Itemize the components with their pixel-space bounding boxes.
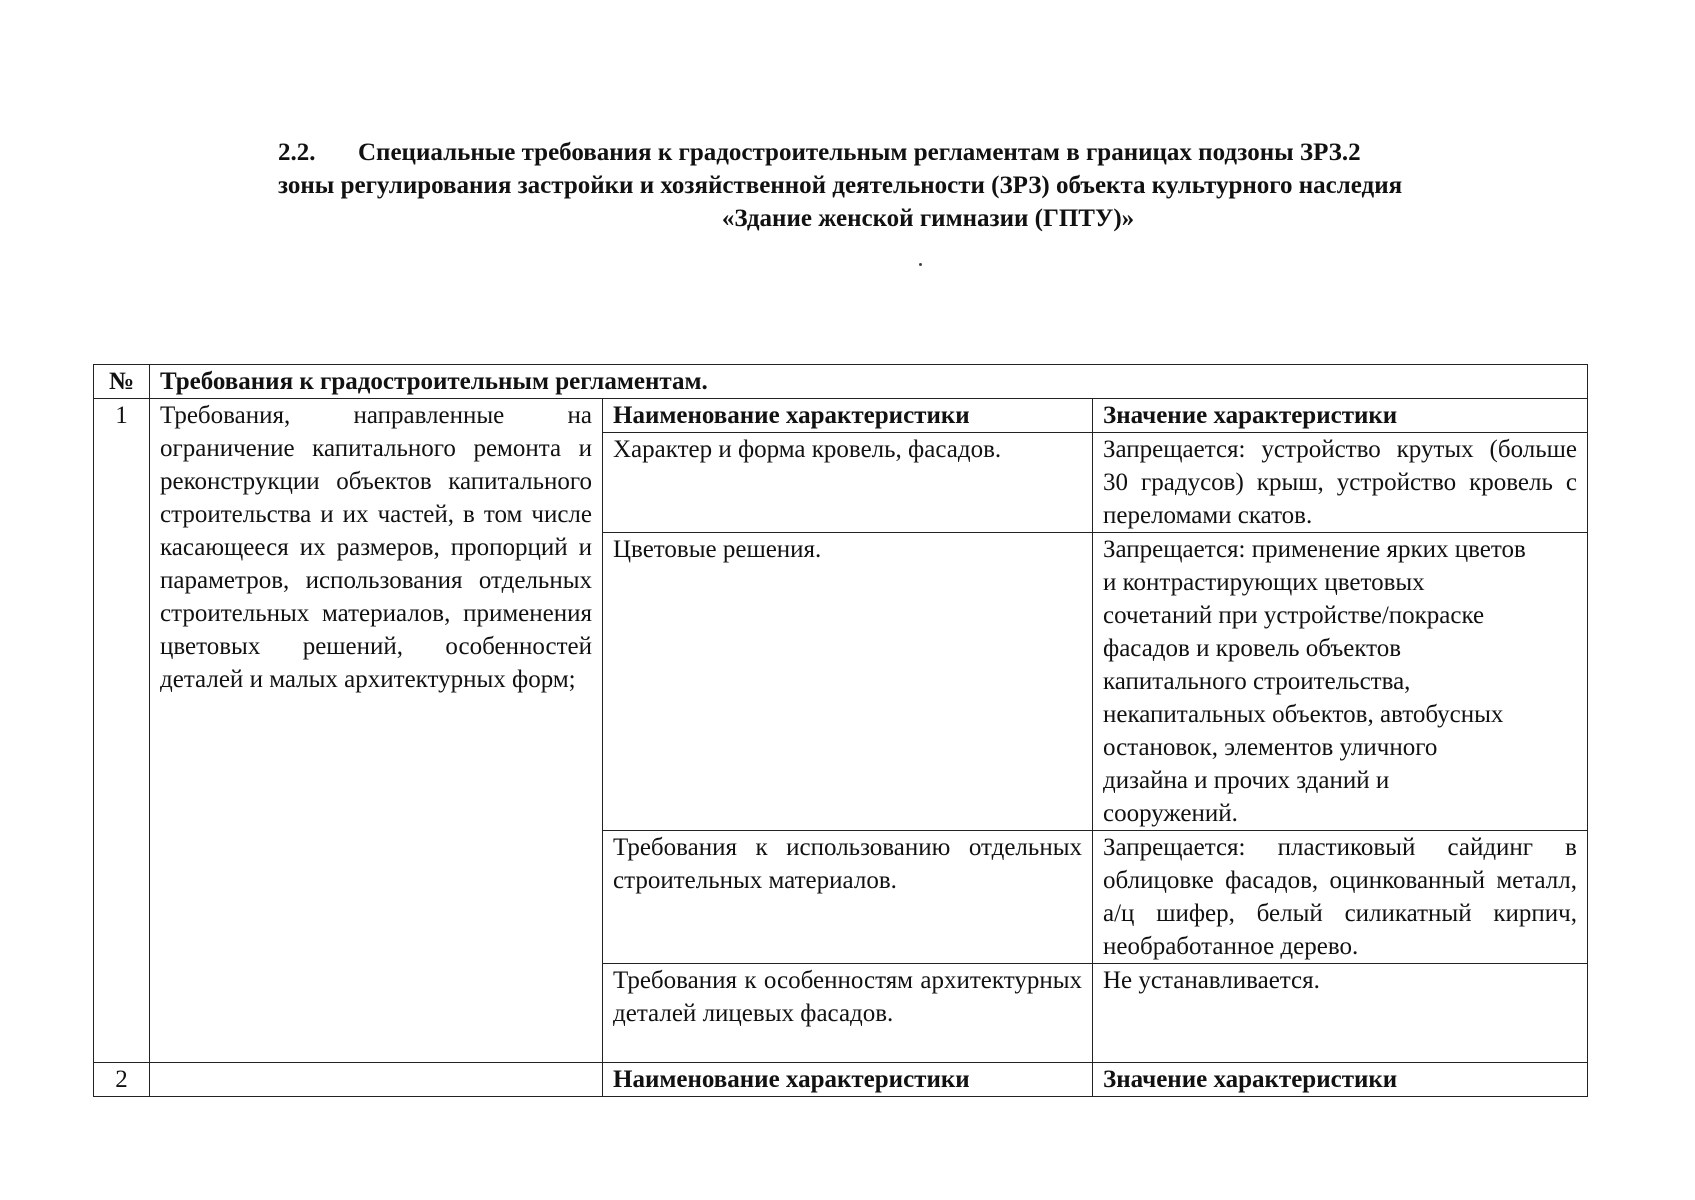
characteristic-name: Требования к использованию отдельных строительных материалов. xyxy=(603,831,1093,964)
characteristic-value: Запрещается: устройство крутых (больше 30 градусов) крыш, устройство кровель с переломами скатов. xyxy=(1093,433,1588,533)
characteristic-value-header: Значение характеристики xyxy=(1093,1063,1588,1097)
characteristic-value: Запрещается: пластиковый сайдинг в облицовке фасадов, оцинкованный металл, а/ц шифер, белый силикатный кирпич, необработанное дерево. xyxy=(1093,831,1588,964)
table-row xyxy=(94,399,1588,433)
section-heading xyxy=(278,136,1578,235)
characteristic-name: Цветовые решения. xyxy=(603,533,1093,831)
characteristic-name-header: Наименование характеристики xyxy=(603,399,1093,433)
characteristic-name: Характер и форма кровель, фасадов. xyxy=(603,433,1093,533)
characteristic-value xyxy=(1093,533,1588,831)
requirements-table xyxy=(93,364,1588,1097)
table-title: Требования к градостроительным регламентам. xyxy=(150,365,1588,399)
characteristic-value-header: Значение характеристики xyxy=(1093,399,1588,433)
heading-text-1: Специальные требования к градостроительным регламентам в границах подзоны ЗРЗ.2 xyxy=(358,139,1361,166)
section-number: 2.2. xyxy=(278,139,316,166)
value-line: некапитальных объектов, автобусных xyxy=(1103,701,1504,728)
requirement-text xyxy=(150,1063,603,1097)
value-line: Запрещается: применение ярких цветов xyxy=(1103,536,1526,563)
heading-line-2: зоны регулирования застройки и хозяйственной деятельности (ЗРЗ) объекта культурного наследия xyxy=(278,172,1403,199)
table-header-row xyxy=(94,365,1588,399)
characteristic-name-header: Наименование характеристики xyxy=(603,1063,1093,1097)
value-line: и контрастирующих цветовых xyxy=(1103,569,1425,596)
value-line: остановок, элементов уличного xyxy=(1103,734,1438,761)
value-line: дизайна и прочих зданий и xyxy=(1103,767,1390,794)
characteristic-value: Не устанавливается. xyxy=(1093,964,1588,1063)
row-number: 2 xyxy=(94,1063,150,1097)
requirement-text: Требования, направленные на ограничение капитального ремонта и реконструкции объектов капитального строительства и их частей, в том числе касающееся их размеров, пропорций и параметров, использования отдельных строительных материалов, применения цветовых решений, особенностей деталей и малых архитектурных форм; xyxy=(150,399,603,1063)
value-line: капитального строительства, xyxy=(1103,668,1411,695)
heading-line-1 xyxy=(278,136,1578,169)
row-number: 1 xyxy=(94,399,150,1063)
value-line: сооружений. xyxy=(1103,800,1238,827)
value-line: сочетаний при устройстве/покраске xyxy=(1103,602,1485,629)
stray-dot xyxy=(919,263,922,266)
value-line: фасадов и кровель объектов xyxy=(1103,635,1402,662)
heading-line-3: «Здание женской гимназии (ГПТУ)» xyxy=(721,205,1135,232)
characteristic-name: Требования к особенностям архитектурных деталей лицевых фасадов. xyxy=(603,964,1093,1063)
number-header: № xyxy=(94,365,150,399)
table-row xyxy=(94,1063,1588,1097)
